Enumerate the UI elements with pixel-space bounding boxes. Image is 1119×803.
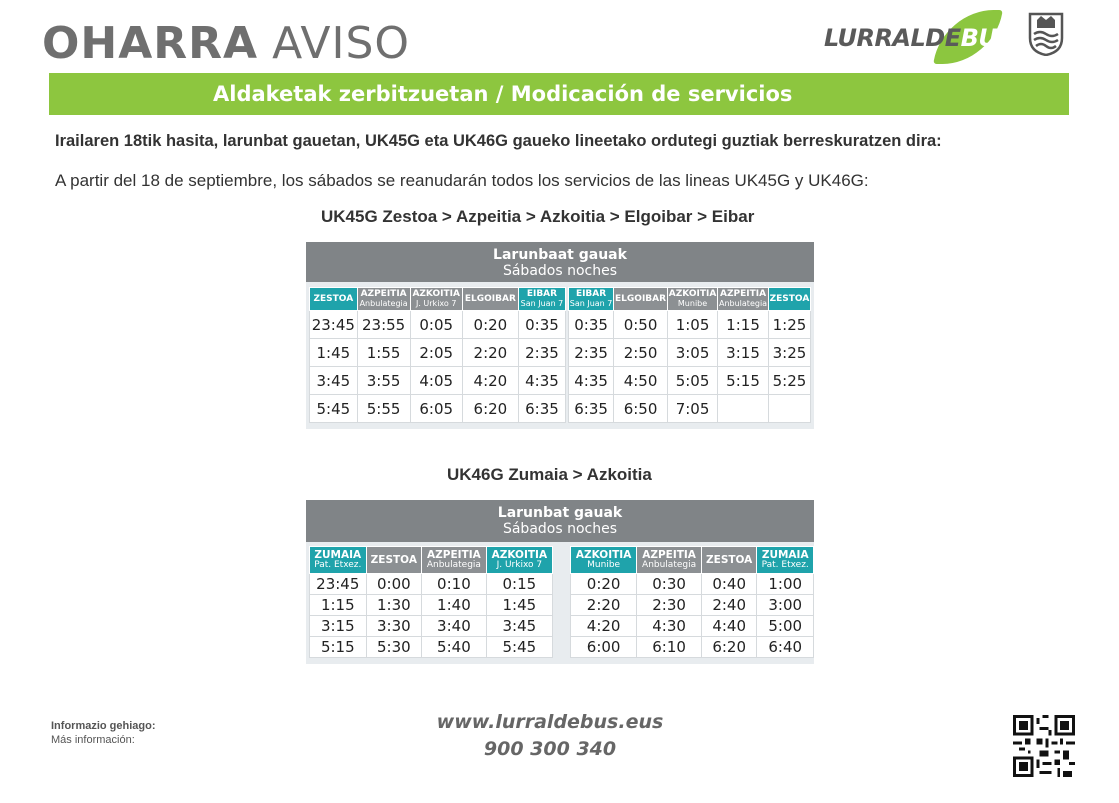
departure-time: 1:15 — [310, 595, 367, 616]
stop-name: AZPEITIA — [427, 549, 481, 561]
departure-time: 1:25 — [768, 311, 810, 339]
departure-time: 7:05 — [667, 395, 717, 423]
departure-time: 2:35 — [518, 339, 565, 367]
stop-column-header — [357, 288, 410, 311]
departure-time: 3:40 — [422, 616, 487, 637]
stop-column-header — [757, 547, 814, 574]
stop-name: ELGOIBAR — [464, 294, 516, 304]
table-row — [310, 574, 553, 595]
departure-time: 0:35 — [518, 311, 565, 339]
departure-time: 4:30 — [637, 616, 702, 637]
departure-time: 2:20 — [462, 339, 518, 367]
departure-time: 5:55 — [357, 395, 410, 423]
stop-detail: Pat. Etxez. — [761, 560, 809, 570]
stop-name: ZESTOA — [769, 294, 810, 304]
notice-title-basque: OHARRA — [42, 18, 259, 69]
route-uk45g-title: UK45G Zestoa > Azpeitia > Azkoitia > Elgoibar > Eibar — [321, 207, 755, 226]
departure-time: 3:45 — [310, 367, 358, 395]
departure-time: 1:45 — [486, 595, 552, 616]
logo-text — [824, 24, 1014, 52]
stop-detail: J. Urkixo 7 — [496, 560, 543, 570]
departure-time: 5:45 — [486, 637, 552, 658]
table-row — [571, 637, 814, 658]
table-row — [569, 339, 811, 367]
departure-time — [768, 395, 810, 423]
stop-column-header — [718, 288, 769, 311]
departure-time: 0:00 — [366, 574, 422, 595]
departure-time: 0:40 — [701, 574, 757, 595]
notice-title — [42, 18, 410, 69]
stop-column-header — [614, 288, 668, 311]
departure-time: 2:40 — [701, 595, 757, 616]
stop-column-header — [768, 288, 810, 311]
service-change-banner — [49, 73, 1069, 115]
departure-time: 6:50 — [614, 395, 668, 423]
timetable-header-basque: Larunbat gauak — [497, 505, 623, 521]
timetable-uk45g-header — [306, 242, 814, 282]
logo-text-left: LURRALDE — [824, 24, 961, 52]
stop-column-header — [310, 288, 358, 311]
departure-time: 5:40 — [422, 637, 487, 658]
website-link[interactable]: www.lurraldebus.eus — [436, 711, 664, 733]
route-uk46g-title: UK46G Zumaia > Azkoitia — [447, 465, 652, 484]
departure-time: 3:15 — [310, 616, 367, 637]
stop-name: ZUMAIA — [314, 549, 362, 561]
departure-time: 5:30 — [366, 637, 422, 658]
stop-name: ZESTOA — [370, 554, 417, 566]
departure-time: 6:35 — [569, 395, 614, 423]
departure-time: 6:35 — [518, 395, 565, 423]
departure-time — [718, 395, 769, 423]
departure-time: 5:15 — [718, 367, 769, 395]
banner-text: Aldaketak zerbitzuetan / Modicación de servicios — [213, 82, 793, 106]
timetable-uk45g-return — [568, 287, 811, 423]
table-row — [569, 367, 811, 395]
stop-name: AZPEITIA — [720, 289, 767, 299]
stop-detail: Anbulategia — [642, 560, 697, 570]
departure-time: 0:15 — [486, 574, 552, 595]
departure-time: 4:40 — [701, 616, 757, 637]
departure-time: 0:10 — [422, 574, 487, 595]
stop-name: ELGOIBAR — [615, 294, 667, 304]
table-row — [310, 395, 566, 423]
departure-time: 6:20 — [462, 395, 518, 423]
departure-time: 3:30 — [366, 616, 422, 637]
timetable-uk46g-return — [570, 546, 814, 658]
stop-column-header — [569, 288, 614, 311]
departure-time: 23:45 — [310, 311, 358, 339]
departure-time: 0:30 — [637, 574, 702, 595]
timetable-uk46g — [306, 500, 814, 664]
stop-column-header — [410, 288, 462, 311]
stop-detail: San Juan 7 — [569, 299, 613, 308]
more-info-spanish: Más información: — [51, 734, 135, 746]
intro-spanish: A partir del 18 de septiembre, los sábados se reanudarán todos los servicios de las lineas UK45G y UK46G: — [55, 171, 869, 190]
departure-time: 3:15 — [718, 339, 769, 367]
stop-detail: Munibe — [677, 299, 708, 308]
departure-time: 2:50 — [614, 339, 668, 367]
stop-name: ZESTOA — [313, 294, 354, 304]
stop-detail: Munibe — [587, 560, 621, 570]
more-info-basque: Informazio gehiago: — [51, 720, 156, 732]
table-row — [310, 595, 553, 616]
stop-column-header — [366, 547, 422, 574]
departure-time: 0:50 — [614, 311, 668, 339]
departure-time: 6:00 — [571, 637, 637, 658]
departure-time: 1:30 — [366, 595, 422, 616]
timetable-uk45g — [306, 242, 814, 429]
table-row — [571, 574, 814, 595]
departure-time: 0:05 — [410, 311, 462, 339]
timetable-uk46g-header — [306, 500, 814, 542]
departure-time: 4:50 — [614, 367, 668, 395]
departure-time: 1:05 — [667, 311, 717, 339]
contact-info — [420, 709, 680, 763]
departure-time: 4:05 — [410, 367, 462, 395]
table-row — [569, 395, 811, 423]
stop-detail: Pat. Etxez. — [314, 560, 362, 570]
departure-time: 5:15 — [310, 637, 367, 658]
departure-time: 6:10 — [637, 637, 702, 658]
notice-title-spanish: AVISO — [272, 18, 411, 69]
stop-column-header — [310, 547, 367, 574]
departure-time: 23:55 — [357, 311, 410, 339]
departure-time: 1:00 — [757, 574, 814, 595]
stop-detail: Anbulategia — [718, 299, 768, 308]
stop-name: ZESTOA — [706, 554, 753, 566]
table-row — [310, 311, 566, 339]
departure-time: 3:00 — [757, 595, 814, 616]
departure-time: 5:05 — [667, 367, 717, 395]
stop-column-header — [518, 288, 565, 311]
departure-time: 4:35 — [518, 367, 565, 395]
departure-time: 1:55 — [357, 339, 410, 367]
departure-time: 3:25 — [768, 339, 810, 367]
departure-time: 5:45 — [310, 395, 358, 423]
stop-name: EIBAR — [526, 289, 558, 299]
table-row — [571, 595, 814, 616]
departure-time: 2:35 — [569, 339, 614, 367]
stop-name: EIBAR — [575, 289, 607, 299]
departure-time: 2:20 — [571, 595, 637, 616]
stop-name: AZKOITIA — [668, 289, 717, 299]
table-row — [310, 339, 566, 367]
departure-time: 0:35 — [569, 311, 614, 339]
departure-time: 4:20 — [462, 367, 518, 395]
gipuzkoa-shield-icon — [1028, 12, 1064, 56]
stop-detail: Anbulategia — [426, 560, 481, 570]
stop-column-header — [486, 547, 552, 574]
departure-time: 3:45 — [486, 616, 552, 637]
departure-time: 5:25 — [768, 367, 810, 395]
stop-name: ZUMAIA — [761, 549, 809, 561]
intro-basque: Irailaren 18tik hasita, larunbat gauetan, UK45G eta UK46G gaueko lineetako ordutegi guztiak berreskuratzen dira: — [55, 132, 942, 150]
departure-time: 6:20 — [701, 637, 757, 658]
more-info-label — [51, 719, 156, 747]
stop-name: AZKOITIA — [575, 549, 632, 561]
stop-detail: San Juan 7 — [520, 299, 564, 308]
qr-code-icon — [1013, 715, 1075, 777]
stop-column-header — [701, 547, 757, 574]
departure-time: 3:55 — [357, 367, 410, 395]
departure-time: 4:20 — [571, 616, 637, 637]
timetable-uk45g-outbound — [309, 287, 566, 423]
stop-column-header — [462, 288, 518, 311]
stop-column-header — [637, 547, 702, 574]
table-row — [310, 616, 553, 637]
departure-time: 2:30 — [637, 595, 702, 616]
departure-time: 6:05 — [410, 395, 462, 423]
stop-column-header — [422, 547, 487, 574]
table-row — [310, 637, 553, 658]
timetable-header-spanish: Sábados noches — [502, 521, 618, 537]
stop-name: AZKOITIA — [412, 289, 460, 299]
departure-time: 1:40 — [422, 595, 487, 616]
departure-time: 1:45 — [310, 339, 358, 367]
stop-detail: J. Urkixo 7 — [415, 299, 457, 308]
logo-text-right: BUS — [960, 24, 1015, 52]
stop-column-header — [571, 547, 637, 574]
departure-time: 6:40 — [757, 637, 814, 658]
timetable-header-spanish: Sábados noches — [502, 263, 618, 279]
departure-time: 0:20 — [571, 574, 637, 595]
stop-name: AZPEITIA — [642, 549, 696, 561]
departure-time: 1:15 — [718, 311, 769, 339]
table-row — [310, 367, 566, 395]
departure-time: 5:00 — [757, 616, 814, 637]
lurraldebus-logo — [820, 10, 1015, 66]
stop-name: AZPEITIA — [360, 289, 407, 299]
timetable-header-basque: Larunbaat gauak — [493, 247, 627, 263]
table-row — [571, 616, 814, 637]
departure-time: 23:45 — [310, 574, 367, 595]
departure-time: 4:35 — [569, 367, 614, 395]
timetable-uk46g-outbound — [309, 546, 553, 658]
table-row — [569, 311, 811, 339]
stop-column-header — [667, 288, 717, 311]
stop-detail: Anbulategia — [359, 299, 408, 308]
phone-number: 900 300 340 — [483, 738, 617, 760]
departure-time: 2:05 — [410, 339, 462, 367]
departure-time: 0:20 — [462, 311, 518, 339]
stop-name: AZKOITIA — [491, 549, 548, 561]
departure-time: 3:05 — [667, 339, 717, 367]
